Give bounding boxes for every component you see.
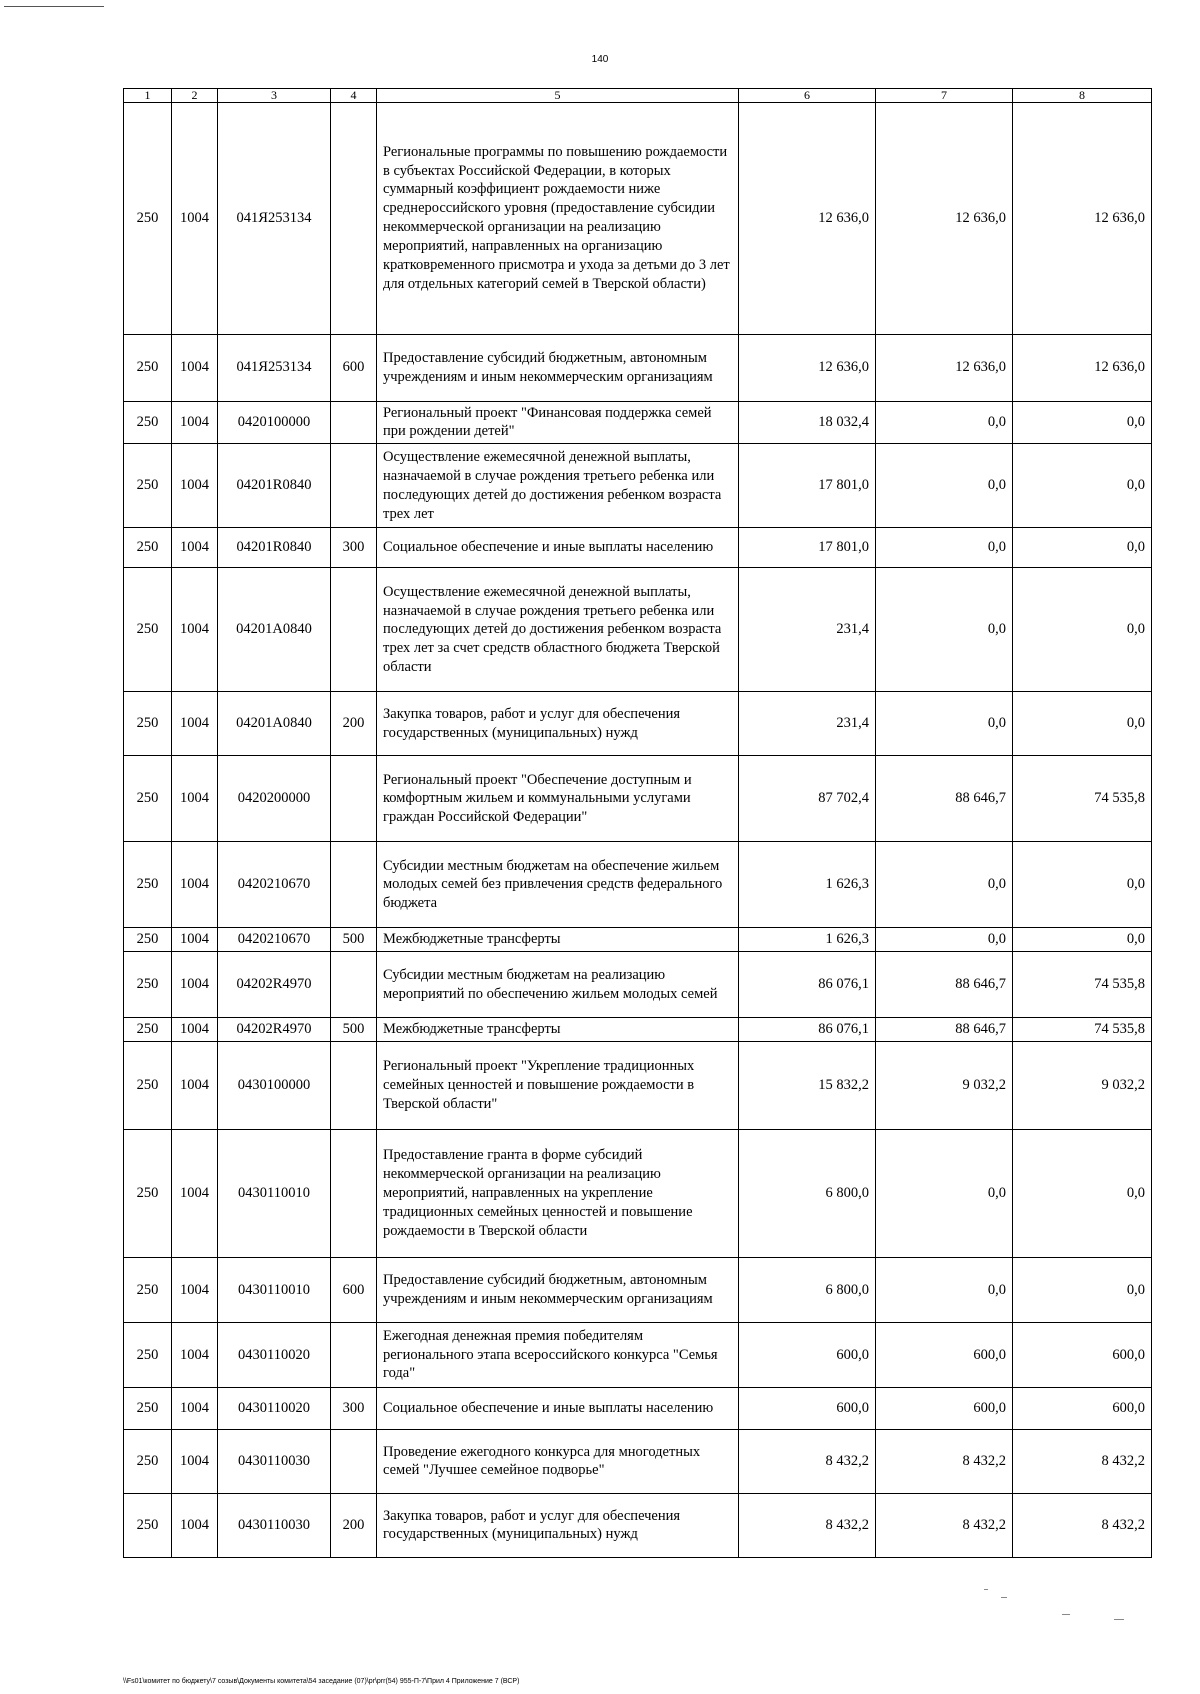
amount-year1-cell: 600,0 [739,1322,876,1387]
page-number: 140 [591,54,609,65]
kbk-code-cell: 250 [124,952,172,1018]
kbk-code-cell: 250 [124,928,172,952]
description-cell: Осуществление ежемесячной денежной выплаты, назначаемой в случае рождения третьего ребенка или последующих детей до достижения ребенком возраста трех лет за счет средств областного бюджета Тверской области [377,568,739,692]
amount-year2-cell: 88 646,7 [876,1018,1013,1042]
amount-year2-cell: 0,0 [876,842,1013,928]
amount-year1-cell: 12 636,0 [739,334,876,401]
amount-year3-cell: 600,0 [1013,1322,1152,1387]
amount-year2-cell: 0,0 [876,568,1013,692]
target-article-cell: 041Я253134 [218,102,331,334]
table-row [124,1493,1152,1557]
section-code-cell: 1004 [172,1429,218,1493]
description-cell: Предоставление гранта в форме субсидий некоммерческой организации на реализацию мероприятий, направленных на укрепление традиционных семейных ценностей и повышение рождаемости в Тверской области [377,1129,739,1257]
expense-type-cell: 300 [331,1387,377,1429]
amount-year2-cell: 600,0 [876,1322,1013,1387]
table-row [124,444,1152,528]
table-row [124,1429,1152,1493]
description-cell: Региональный проект "Укрепление традиционных семейных ценностей и повышение рождаемости в Тверской области" [377,1041,739,1129]
expense-type-cell: 300 [331,528,377,568]
scan-edge-mark [4,6,104,7]
expense-type-cell: 500 [331,1018,377,1042]
kbk-code-cell: 250 [124,756,172,842]
table-row [124,334,1152,401]
description-cell: Ежегодная денежная премия победителям регионального этапа всероссийского конкурса "Семья года" [377,1322,739,1387]
target-article-cell: 04201A0840 [218,692,331,756]
file-path-footer: \\Fs01\комитет по бюджету\7 созыв\Документы комитета\54 заседание (07)\pr\prr(54) 955-П-7\Прил 4 Приложение 7 (ВСР) [123,1678,520,1685]
amount-year1-cell: 600,0 [739,1387,876,1429]
budget-table [123,88,1152,1558]
kbk-code-cell: 250 [124,334,172,401]
section-code-cell: 1004 [172,1041,218,1129]
target-article-cell: 0430110020 [218,1322,331,1387]
amount-year3-cell: 0,0 [1013,568,1152,692]
amount-year3-cell: 0,0 [1013,692,1152,756]
kbk-code-cell: 250 [124,1041,172,1129]
amount-year3-cell: 0,0 [1013,1257,1152,1322]
section-code-cell: 1004 [172,1018,218,1042]
expense-type-cell: 200 [331,1493,377,1557]
description-cell: Закупка товаров, работ и услуг для обеспечения государственных (муниципальных) нужд [377,692,739,756]
section-code-cell: 1004 [172,568,218,692]
amount-year1-cell: 17 801,0 [739,528,876,568]
table-row [124,568,1152,692]
description-cell: Региональные программы по повышению рождаемости в субъектах Российской Федерации, в которых суммарный коэффициент рождаемости ниже среднероссийского уровня (предоставление субсидии некоммерческой организации на реализацию мероприятий, направленных на организацию кратковременного присмотра и ухода за детьми до 3 лет для отдельных категорий семей в Тверской области) [377,102,739,334]
amount-year2-cell: 0,0 [876,928,1013,952]
kbk-code-cell: 250 [124,528,172,568]
kbk-code-cell: 250 [124,102,172,334]
amount-year1-cell: 231,4 [739,692,876,756]
kbk-code-cell: 250 [124,842,172,928]
kbk-code-cell: 250 [124,1257,172,1322]
amount-year2-cell: 88 646,7 [876,952,1013,1018]
kbk-code-cell: 250 [124,401,172,444]
column-number-header-row [124,89,1152,103]
section-code-cell: 1004 [172,1322,218,1387]
target-article-cell: 0420210670 [218,842,331,928]
description-cell: Проведение ежегодного конкурса для многодетных семей "Лучшее семейное подворье" [377,1429,739,1493]
section-code-cell: 1004 [172,401,218,444]
description-cell: Региональный проект "Обеспечение доступным и комфортным жильем и коммунальными услугами граждан Российской Федерации" [377,756,739,842]
expense-type-cell [331,102,377,334]
amount-year2-cell: 8 432,2 [876,1429,1013,1493]
header-col-8: 8 [1013,89,1152,103]
table-row [124,401,1152,444]
target-article-cell: 04202R4970 [218,952,331,1018]
kbk-code-cell: 250 [124,1018,172,1042]
target-article-cell: 0430100000 [218,1041,331,1129]
amount-year2-cell: 88 646,7 [876,756,1013,842]
section-code-cell: 1004 [172,1493,218,1557]
table-row [124,692,1152,756]
target-article-cell: 04202R4970 [218,1018,331,1042]
amount-year3-cell: 74 535,8 [1013,1018,1152,1042]
expense-type-cell [331,1041,377,1129]
amount-year1-cell: 87 702,4 [739,756,876,842]
table-row [124,1129,1152,1257]
table-row [124,1322,1152,1387]
table-row [124,928,1152,952]
expense-type-cell [331,444,377,528]
amount-year2-cell: 0,0 [876,1129,1013,1257]
description-cell: Осуществление ежемесячной денежной выплаты, назначаемой в случае рождения третьего ребенка или последующих детей до достижения ребенком возраста трех лет [377,444,739,528]
target-article-cell: 0430110030 [218,1429,331,1493]
amount-year2-cell: 0,0 [876,528,1013,568]
kbk-code-cell: 250 [124,1429,172,1493]
expense-type-cell [331,568,377,692]
target-article-cell: 04201A0840 [218,568,331,692]
expense-type-cell: 600 [331,334,377,401]
amount-year1-cell: 15 832,2 [739,1041,876,1129]
description-cell: Закупка товаров, работ и услуг для обеспечения государственных (муниципальных) нужд [377,1493,739,1557]
amount-year2-cell: 0,0 [876,1257,1013,1322]
amount-year2-cell: 9 032,2 [876,1041,1013,1129]
description-cell: Региональный проект "Финансовая поддержка семей при рождении детей" [377,401,739,444]
amount-year3-cell: 0,0 [1013,1129,1152,1257]
kbk-code-cell: 250 [124,1493,172,1557]
amount-year1-cell: 1 626,3 [739,928,876,952]
table-row [124,1257,1152,1322]
header-col-6: 6 [739,89,876,103]
scan-speck [984,1589,988,1590]
scan-speck [1062,1614,1070,1615]
section-code-cell: 1004 [172,692,218,756]
description-cell: Межбюджетные трансферты [377,1018,739,1042]
table-row [124,1018,1152,1042]
table-row [124,528,1152,568]
expense-type-cell [331,952,377,1018]
kbk-code-cell: 250 [124,692,172,756]
amount-year2-cell: 12 636,0 [876,102,1013,334]
target-article-cell: 0430110010 [218,1129,331,1257]
amount-year3-cell: 12 636,0 [1013,334,1152,401]
target-article-cell: 0420100000 [218,401,331,444]
section-code-cell: 1004 [172,444,218,528]
amount-year1-cell: 86 076,1 [739,1018,876,1042]
amount-year2-cell: 12 636,0 [876,334,1013,401]
target-article-cell: 0420200000 [218,756,331,842]
target-article-cell: 0430110020 [218,1387,331,1429]
amount-year1-cell: 231,4 [739,568,876,692]
table-row [124,1041,1152,1129]
amount-year2-cell: 0,0 [876,444,1013,528]
section-code-cell: 1004 [172,528,218,568]
description-cell: Предоставление субсидий бюджетным, автономным учреждениям и иным некоммерческим организациям [377,334,739,401]
header-col-1: 1 [124,89,172,103]
amount-year3-cell: 74 535,8 [1013,756,1152,842]
table-row [124,952,1152,1018]
section-code-cell: 1004 [172,1257,218,1322]
header-col-4: 4 [331,89,377,103]
table-row [124,842,1152,928]
amount-year2-cell: 0,0 [876,401,1013,444]
amount-year3-cell: 8 432,2 [1013,1493,1152,1557]
header-col-3: 3 [218,89,331,103]
amount-year1-cell: 8 432,2 [739,1493,876,1557]
amount-year3-cell: 74 535,8 [1013,952,1152,1018]
kbk-code-cell: 250 [124,1322,172,1387]
amount-year3-cell: 0,0 [1013,928,1152,952]
header-col-5: 5 [377,89,739,103]
section-code-cell: 1004 [172,928,218,952]
expense-type-cell [331,401,377,444]
target-article-cell: 0430110030 [218,1493,331,1557]
kbk-code-cell: 250 [124,444,172,528]
amount-year2-cell: 0,0 [876,692,1013,756]
section-code-cell: 1004 [172,334,218,401]
table-row [124,1387,1152,1429]
amount-year1-cell: 18 032,4 [739,401,876,444]
amount-year2-cell: 8 432,2 [876,1493,1013,1557]
description-cell: Социальное обеспечение и иные выплаты населению [377,1387,739,1429]
amount-year3-cell: 12 636,0 [1013,102,1152,334]
header-col-7: 7 [876,89,1013,103]
target-article-cell: 0420210670 [218,928,331,952]
target-article-cell: 04201R0840 [218,444,331,528]
description-cell: Предоставление субсидий бюджетным, автономным учреждениям и иным некоммерческим организациям [377,1257,739,1322]
expense-type-cell: 600 [331,1257,377,1322]
target-article-cell: 04201R0840 [218,528,331,568]
amount-year3-cell: 8 432,2 [1013,1429,1152,1493]
target-article-cell: 041Я253134 [218,334,331,401]
amount-year3-cell: 0,0 [1013,444,1152,528]
expense-type-cell: 200 [331,692,377,756]
scan-speck [1114,1619,1124,1620]
description-cell: Субсидии местным бюджетам на обеспечение жильем молодых семей без привлечения средств федерального бюджета [377,842,739,928]
section-code-cell: 1004 [172,102,218,334]
amount-year3-cell: 600,0 [1013,1387,1152,1429]
section-code-cell: 1004 [172,842,218,928]
expense-type-cell [331,756,377,842]
amount-year1-cell: 86 076,1 [739,952,876,1018]
expense-type-cell [331,1129,377,1257]
amount-year3-cell: 0,0 [1013,401,1152,444]
expense-type-cell [331,1429,377,1493]
section-code-cell: 1004 [172,1129,218,1257]
kbk-code-cell: 250 [124,568,172,692]
target-article-cell: 0430110010 [218,1257,331,1322]
section-code-cell: 1004 [172,756,218,842]
amount-year3-cell: 9 032,2 [1013,1041,1152,1129]
expense-type-cell [331,842,377,928]
description-cell: Социальное обеспечение и иные выплаты населению [377,528,739,568]
table-row [124,756,1152,842]
header-col-2: 2 [172,89,218,103]
expense-type-cell [331,1322,377,1387]
expense-type-cell: 500 [331,928,377,952]
scan-speck [1001,1597,1007,1598]
kbk-code-cell: 250 [124,1387,172,1429]
amount-year2-cell: 600,0 [876,1387,1013,1429]
amount-year1-cell: 6 800,0 [739,1257,876,1322]
amount-year1-cell: 1 626,3 [739,842,876,928]
description-cell: Межбюджетные трансферты [377,928,739,952]
amount-year3-cell: 0,0 [1013,842,1152,928]
amount-year1-cell: 17 801,0 [739,444,876,528]
amount-year3-cell: 0,0 [1013,528,1152,568]
amount-year1-cell: 12 636,0 [739,102,876,334]
amount-year1-cell: 8 432,2 [739,1429,876,1493]
kbk-code-cell: 250 [124,1129,172,1257]
section-code-cell: 1004 [172,1387,218,1429]
table-row [124,102,1152,334]
section-code-cell: 1004 [172,952,218,1018]
description-cell: Субсидии местным бюджетам на реализацию мероприятий по обеспечению жильем молодых семей [377,952,739,1018]
amount-year1-cell: 6 800,0 [739,1129,876,1257]
